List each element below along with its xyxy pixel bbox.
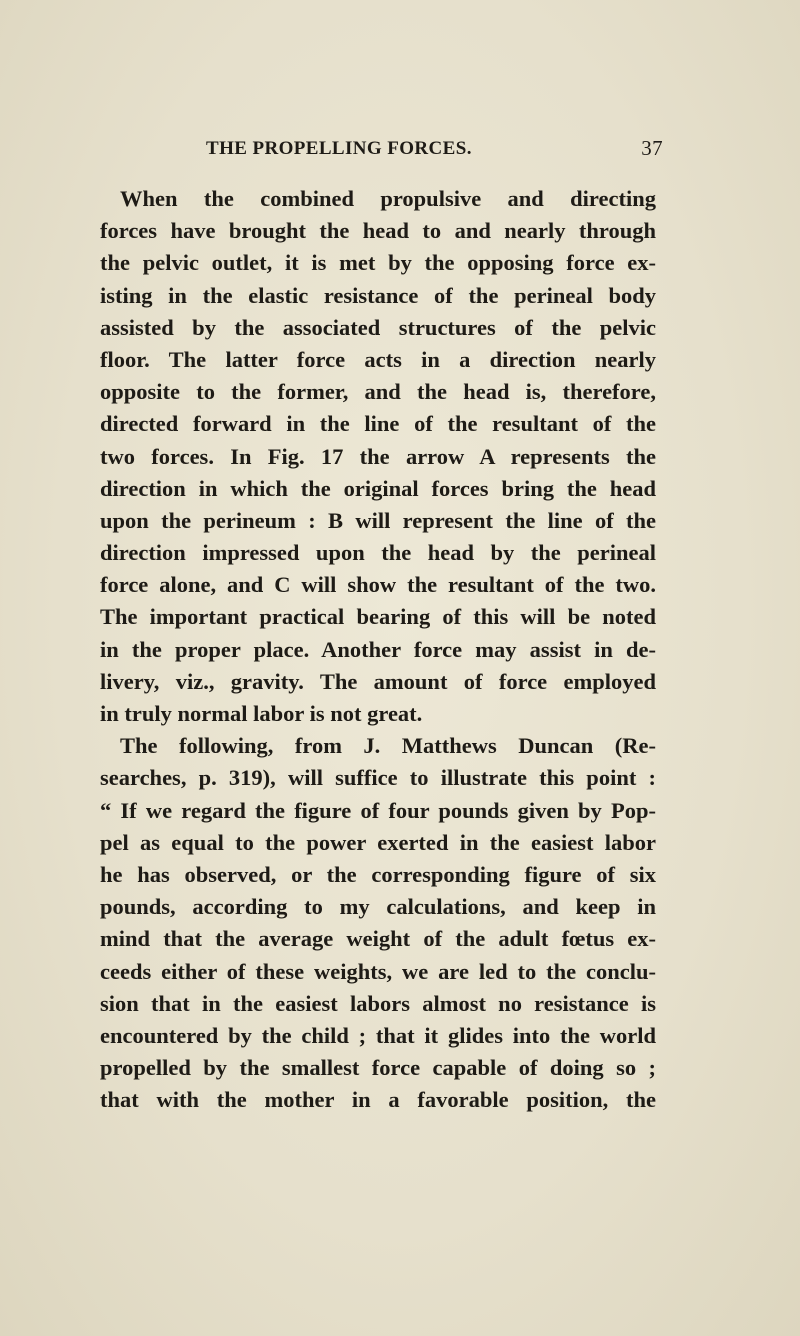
text-line: The following, from J. Matthews Duncan (Re- [120, 733, 656, 759]
text-line: searches, p. 319), will suffice to illustrate this point : [100, 765, 656, 791]
body-text [100, 183, 656, 1116]
text-line: floor. The latter force acts in a direction nearly [100, 346, 656, 372]
text-line: forces have brought the head to and nearly through [100, 218, 656, 244]
text-line: directed forward in the line of the resultant of the [100, 411, 656, 437]
text-line: direction impressed upon the head by the perineal [100, 540, 656, 566]
text-line: the pelvic outlet, it is met by the opposing force ex- [100, 250, 656, 276]
text-line: pounds, according to my calculations, and keep in [100, 894, 656, 920]
running-title: THE PROPELLING FORCES. [206, 138, 472, 159]
text-line: pel as equal to the power exerted in the easiest labor [100, 829, 656, 855]
running-head [120, 138, 663, 168]
text-line: “ If we regard the figure of four pounds given by Pop- [100, 797, 656, 823]
text-line: The important practical bearing of this will be noted [100, 604, 656, 630]
text-line: he has observed, or the corresponding figure of six [100, 861, 656, 887]
text-line: isting in the elastic resistance of the perineal body [100, 282, 656, 308]
text-line: in the proper place. Another force may assist in de- [100, 636, 656, 662]
text-line: sion that in the easiest labors almost no resistance is [100, 990, 656, 1016]
text-line: When the combined propulsive and directing [120, 186, 656, 211]
text-line: assisted by the associated structures of the pelvic [100, 314, 656, 340]
text-line: propelled by the smallest force capable of doing so ; [100, 1055, 656, 1081]
text-line: upon the perineum : B will represent the line of the [100, 507, 656, 533]
text-line: two forces. In Fig. 17 the arrow A represents the [100, 443, 656, 469]
text-line: encountered by the child ; that it glides into the world [100, 1022, 656, 1048]
text-line: in truly normal labor is not great. [100, 701, 423, 726]
text-line: direction in which the original forces bring the head [100, 475, 656, 501]
text-line: force alone, and C will show the resultant of the two. [100, 572, 656, 598]
text-line: ceeds either of these weights, we are led to the conclu- [100, 958, 656, 984]
text-line: livery, viz., gravity. The amount of force employed [100, 668, 656, 694]
page-number: 37 [641, 136, 663, 160]
text-line: that with the mother in a favorable position, the [100, 1087, 656, 1113]
text-line: opposite to the former, and the head is, therefore, [100, 379, 656, 405]
text-line: mind that the average weight of the adult fœtus ex- [100, 926, 656, 952]
